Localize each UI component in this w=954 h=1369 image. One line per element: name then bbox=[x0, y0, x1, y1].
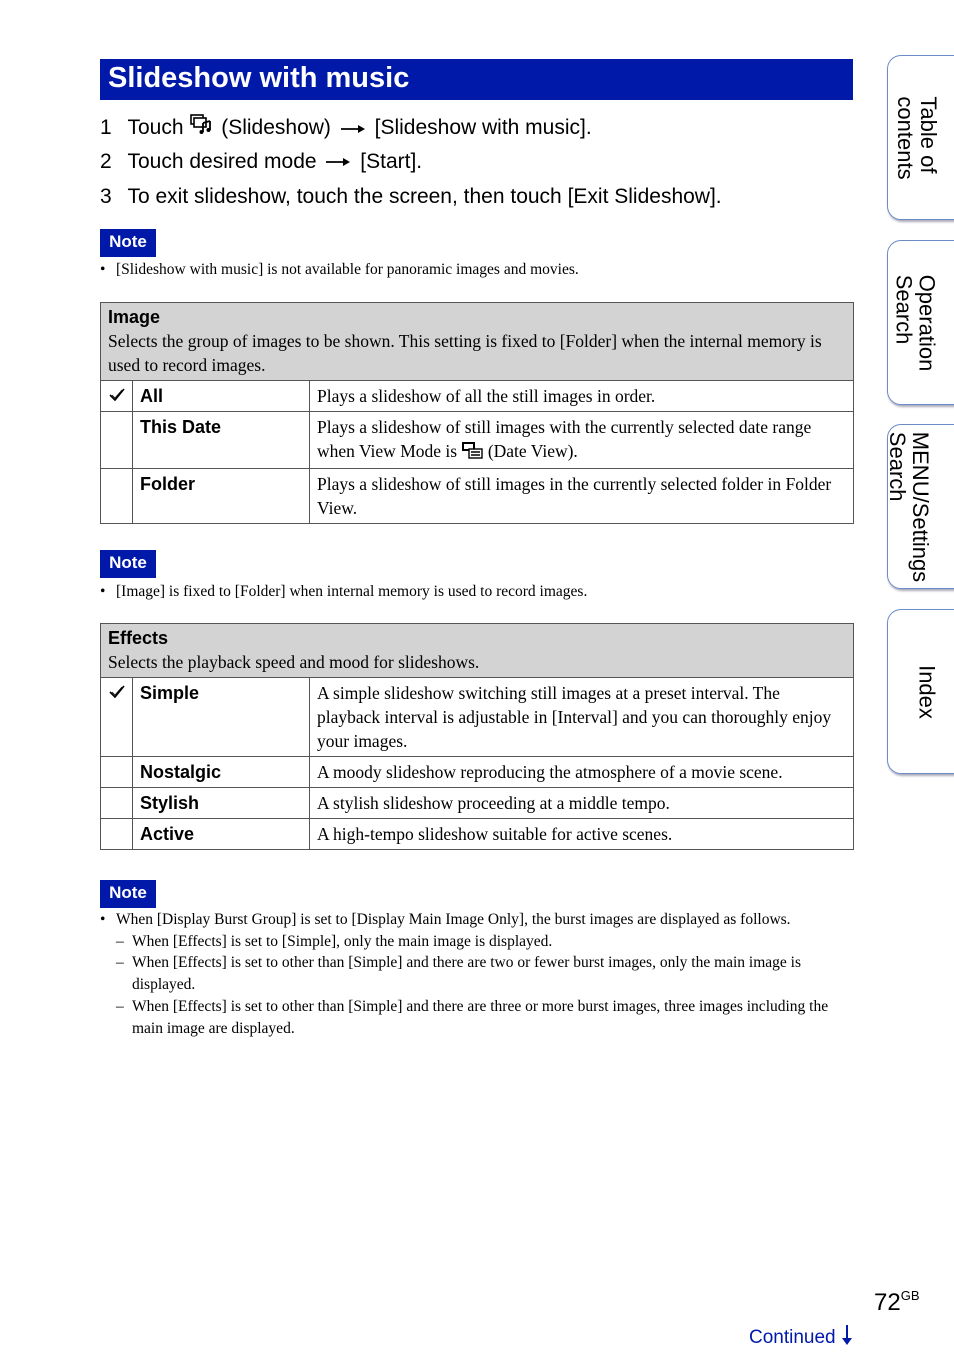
note-text: • [Slideshow with music] is not available for panoramic images and movies. bbox=[100, 261, 579, 278]
option-label: Nostalgic bbox=[133, 757, 310, 788]
option-description: A moody slideshow reproducing the atmosphere of a movie scene. bbox=[310, 757, 854, 788]
note-label: Note bbox=[100, 880, 156, 908]
continued-label: Continued bbox=[749, 1327, 836, 1349]
empty-cell bbox=[101, 468, 133, 523]
option-label: Active bbox=[133, 819, 310, 850]
step-text: Touch bbox=[127, 116, 184, 140]
note-body: [Slideshow with music] is not available for panoramic images and movies. bbox=[116, 261, 579, 278]
step-text: [Start]. bbox=[360, 150, 423, 173]
tab-index[interactable] bbox=[887, 609, 954, 774]
page-number-suffix: GB bbox=[900, 1288, 920, 1303]
effects-options-table bbox=[100, 623, 854, 850]
note-label: Note bbox=[100, 550, 156, 578]
note-body: When [Display Burst Group] is set to [Display Main Image Only], the burst images are displayed as follows. bbox=[116, 911, 791, 928]
option-label: Simple bbox=[133, 678, 310, 757]
table-title: Image bbox=[108, 307, 161, 327]
tab-table-of-contents[interactable] bbox=[887, 55, 954, 220]
steps-list bbox=[100, 112, 860, 217]
arrow-right-icon bbox=[341, 124, 365, 134]
option-description: Plays a slideshow of still images in the currently selected folder in Folder View. bbox=[310, 468, 854, 523]
tab-label-line: Search bbox=[891, 274, 917, 344]
tab-label-line: Table of bbox=[916, 95, 942, 173]
table-header bbox=[101, 303, 854, 381]
step-text: To exit slideshow, touch the screen, then touch [Exit Slideshow]. bbox=[127, 185, 722, 208]
default-check-icon bbox=[101, 381, 133, 412]
tab-label bbox=[892, 274, 938, 371]
slideshow-icon bbox=[189, 112, 215, 145]
default-check-icon bbox=[101, 678, 133, 757]
option-description: A simple slideshow switching still images at a preset interval. The playback interval is adjustable in [Interval] and you can thoroughly enjoy your images. bbox=[310, 678, 854, 757]
table-header bbox=[101, 624, 854, 678]
option-label: All bbox=[133, 381, 310, 412]
tab-operation-search[interactable] bbox=[887, 240, 954, 405]
step-number: 1 bbox=[100, 116, 112, 140]
step-number: 2 bbox=[100, 150, 112, 173]
empty-cell bbox=[101, 788, 133, 819]
page-number-value: 72 bbox=[874, 1289, 901, 1316]
option-label: Folder bbox=[133, 468, 310, 523]
table-row bbox=[101, 678, 854, 757]
step-2 bbox=[100, 147, 860, 182]
table-row bbox=[101, 757, 854, 788]
table-description: Selects the playback speed and mood for slideshows. bbox=[108, 652, 480, 672]
table-row bbox=[101, 819, 854, 850]
option-text: Plays a slideshow of still images with the currently selected date range when View Mode is bbox=[317, 417, 812, 461]
table-row bbox=[101, 468, 854, 523]
tab-menu-settings-search[interactable] bbox=[884, 424, 954, 589]
note-sub-item: When [Effects] is set to other than [Simple] and there are two or fewer burst images, only the main image is displayed. bbox=[132, 954, 802, 994]
image-options-table bbox=[100, 302, 854, 524]
note-label: Note bbox=[100, 229, 156, 257]
tab-label-line: Index bbox=[914, 664, 940, 719]
step-1 bbox=[100, 112, 860, 147]
step-number: 3 bbox=[100, 185, 112, 208]
step-text: (Slideshow) bbox=[221, 116, 331, 140]
table-row bbox=[101, 381, 854, 412]
table-row bbox=[101, 412, 854, 469]
continued-link[interactable] bbox=[749, 1324, 853, 1352]
date-view-icon bbox=[461, 441, 483, 465]
empty-cell bbox=[101, 412, 133, 469]
step-text: [Slideshow with music]. bbox=[374, 116, 592, 140]
note-body: [Image] is fixed to [Folder] when internal memory is used to record images. bbox=[116, 583, 588, 600]
empty-cell bbox=[101, 757, 133, 788]
step-text: Touch desired mode bbox=[127, 150, 317, 173]
arrow-right-icon bbox=[326, 157, 350, 167]
note-sub-item: When [Effects] is set to other than [Simple] and there are three or more burst images, three images including the main image are displayed. bbox=[132, 997, 829, 1037]
tab-label-line: Operation bbox=[914, 274, 940, 371]
tab-label-line: contents bbox=[893, 95, 919, 180]
tab-label bbox=[894, 96, 940, 179]
table-title: Effects bbox=[108, 628, 169, 648]
option-label: This Date bbox=[133, 412, 310, 469]
page-number bbox=[874, 1288, 920, 1317]
option-description bbox=[310, 412, 854, 469]
tab-label-line: MENU/Settings bbox=[907, 431, 933, 582]
table-description: Selects the group of images to be shown. This setting is fixed to [Folder] when the internal memory is used to record images. bbox=[108, 331, 822, 375]
option-description: A high-tempo slideshow suitable for active scenes. bbox=[310, 819, 854, 850]
tab-label bbox=[916, 665, 939, 719]
step-3 bbox=[100, 182, 860, 217]
arrow-down-icon bbox=[841, 1324, 853, 1352]
tab-label bbox=[886, 431, 932, 581]
table-row bbox=[101, 788, 854, 819]
option-description: A stylish slideshow proceeding at a middle tempo. bbox=[310, 788, 854, 819]
option-text: (Date View). bbox=[487, 441, 578, 461]
empty-cell bbox=[101, 819, 133, 850]
note-text: • [Image] is fixed to [Folder] when internal memory is used to record images. bbox=[100, 583, 588, 600]
note-sub-item: When [Effects] is set to [Simple], only the main image is displayed. bbox=[132, 932, 553, 950]
option-description: Plays a slideshow of all the still images in order. bbox=[310, 381, 854, 412]
option-label: Stylish bbox=[133, 788, 310, 819]
note-text: • When [Display Burst Group] is set to [Display Main Image Only], the burst images are displayed as follows. – When [Effects] is set to [Simple], only the main image is displayed. – When [Effects] is set to other than [Simple] and there are two or fewer burst images, only the main image is displayed. – When [Effects] is set to other than [Simple] and there are three or more burst images, three images including the main image are displayed. bbox=[100, 909, 840, 1039]
tab-label-line: Search bbox=[884, 431, 910, 502]
page-title: Slideshow with music bbox=[100, 59, 853, 100]
